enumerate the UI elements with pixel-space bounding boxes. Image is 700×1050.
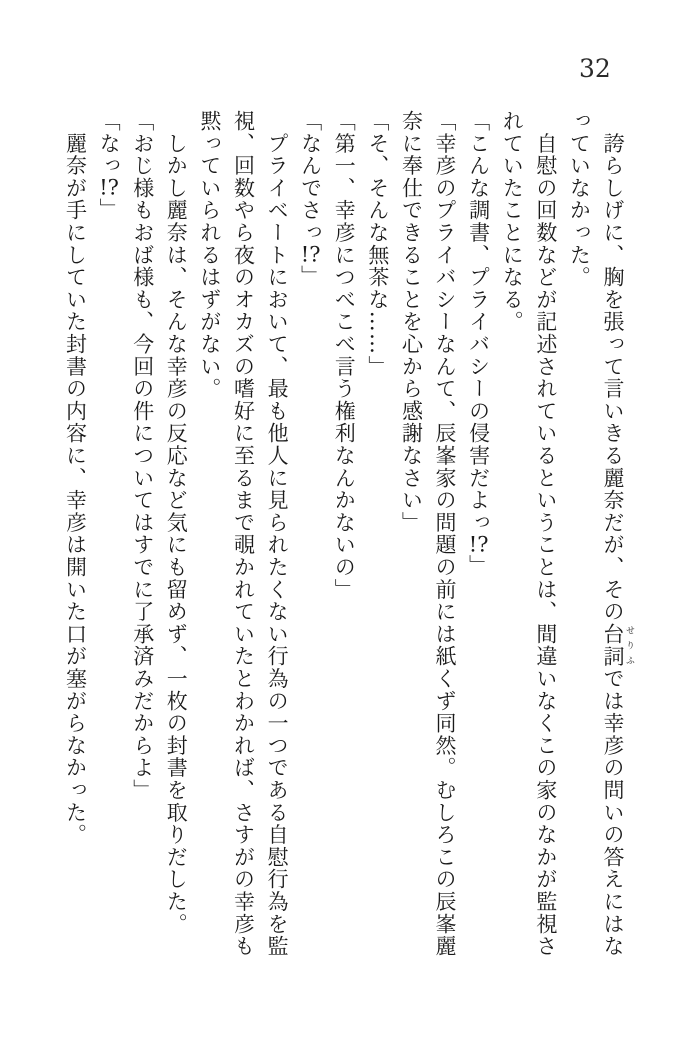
tate-chu-yoko: !? [468, 533, 489, 555]
text-line: 自慰の回数などが記述されているということは、間違いなくこの家のなかが監視さ [533, 110, 558, 958]
text-line: しかし麗奈は、そんな幸彦の反応など気にも留めず、一枚の封書を取りだした。 [164, 110, 189, 936]
text-line: 「こんな調書、プライバシーの侵害だよっ!?」 [466, 110, 491, 578]
text-line: れていたことになる。 [500, 110, 525, 333]
text-line: っていなかった。 [567, 110, 592, 289]
tate-chu-yoko: !? [300, 243, 321, 265]
text-line: 「幸彦のプライバシーなんて、辰峯家の問題の前には紙くず同然。むしろこの辰峯麗 [433, 110, 458, 958]
text-line: 視、回数やら夜のオカズの嗜好に至るまで覗かれていたとわかれば、さすがの幸彦も [231, 110, 256, 958]
text-line: 「そ、そんな無茶な……」 [365, 110, 390, 378]
text-line: 「おじ様もおば様も、今回の件についてはすでに了承済みだからよ」 [130, 110, 155, 802]
page-number: 32 [579, 54, 611, 83]
text-line: 「なっ!?」 [97, 110, 122, 221]
text-line: 奈に奉仕できることを心から感謝なさい」 [399, 110, 424, 534]
tate-chu-yoko: !? [99, 176, 119, 198]
text-line: 麗奈が手にしていた封書の内容に、幸彦は開いた口が塞がらなかった。 [63, 110, 88, 846]
text-line: 「第一、幸彦につべこべ言う権利なんかないの」 [332, 110, 357, 601]
page-text [62, 110, 634, 998]
text-line: 黙っていられるはずがない。 [197, 110, 222, 400]
text-line: 誇らしげに、胸を張って言いきる麗奈だが、その台詞 せりふでは幸彦の問いの答えにはな [601, 110, 634, 958]
ruby-annotated-word: 台詞 せりふ [601, 622, 634, 668]
text-line: 「なんでさっ!?」 [298, 110, 323, 288]
text-line: プライベートにおいて、最も他人に見られたくない行為の一つである自慰行為を監 [265, 110, 290, 958]
